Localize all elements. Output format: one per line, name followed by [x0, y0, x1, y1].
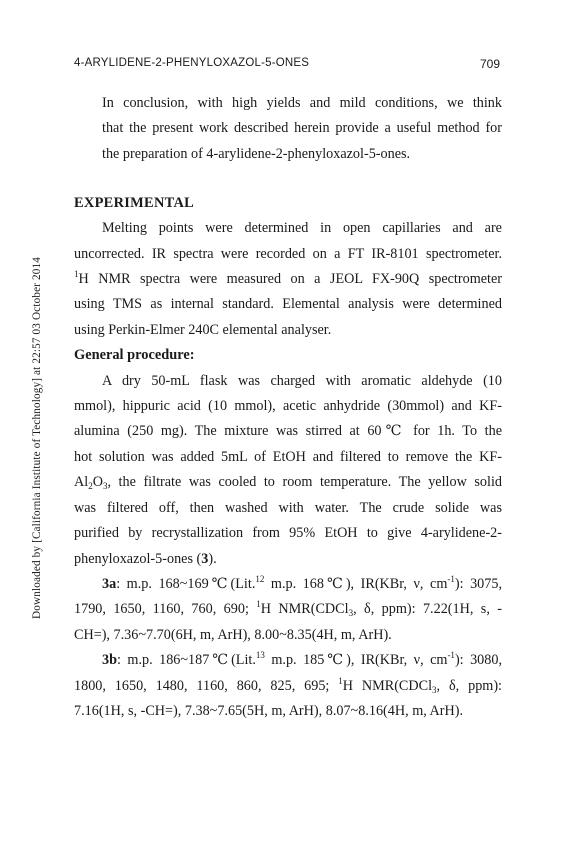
text-line: using TMS as internal standard. Elemental analysis were determined	[74, 296, 502, 313]
text-run: H NMR spectra were measured on a JEOL FX-90Q spectrometer	[78, 271, 502, 288]
text-run: : m.p. 186~187℃(Lit.	[116, 652, 256, 669]
text-run: H NMR(CDCl	[260, 601, 349, 618]
text-line	[74, 674, 502, 699]
text-line	[74, 547, 502, 572]
compound-3b-data	[74, 648, 502, 724]
text-run: H NMR(CDCl	[342, 677, 433, 694]
superscript: -1	[447, 573, 455, 584]
text-run: : m.p. 168~169℃(Lit.	[116, 575, 256, 592]
compound-label: 3	[201, 550, 209, 567]
text-run: , the filtrate was cooled to room temperature. The yellow solid	[107, 474, 502, 491]
page-number: 709	[479, 57, 500, 71]
conclusion-paragraph	[74, 91, 502, 167]
text-run: ): 3075,	[454, 575, 502, 592]
superscript: -1	[447, 650, 455, 661]
experimental-paragraph	[74, 216, 502, 343]
superscript: 13	[255, 650, 265, 661]
superscript: 12	[255, 573, 265, 584]
text-line: 7.16(1H, s, -CH=), 7.38~7.65(5H, m, ArH), 8.07~8.16(4H, m, ArH).	[74, 702, 464, 719]
text-run: m.p. 168℃), IR(KBr, ν, cm	[264, 575, 448, 592]
superscript: 1	[338, 675, 343, 686]
text-line: that the present work described herein provide a useful method for	[102, 120, 502, 137]
text-line: alumina (250 mg). The mixture was stirred at 60℃ for 1h. To the	[74, 423, 502, 440]
section-gap	[74, 167, 502, 191]
compound-label: 3a	[102, 575, 117, 592]
text-line	[74, 648, 502, 673]
text-line: In conclusion, with high yields and mild conditions, we think	[102, 95, 502, 111]
section-heading-experimental: EXPERIMENTAL	[74, 195, 195, 212]
subscript: 3	[102, 481, 108, 492]
text-run: m.p. 185℃), IR(KBr, ν, cm	[264, 652, 448, 669]
text-line: using Perkin-Elmer 240C elemental analyser.	[74, 321, 332, 338]
text-run: , δ, ppm):	[436, 677, 502, 694]
text-line: was filtered off, then washed with water. The crude solide was	[74, 499, 502, 516]
superscript: 1	[74, 269, 79, 280]
text-line: CH=), 7.36~7.70(6H, m, ArH), 8.00~8.35(4H, m, ArH).	[74, 626, 392, 643]
text-run: ): 3080,	[454, 652, 503, 669]
text-run: 1800, 1650, 1480, 1160, 860, 825, 695;	[74, 677, 339, 694]
body-text	[74, 91, 502, 724]
text-line	[74, 267, 502, 292]
download-watermark-text: Downloaded by [California Institute of Technology] at 22:57 03 October 2014	[31, 257, 43, 619]
text-line: A dry 50-mL flask was charged with aromatic aldehyde (10	[102, 372, 502, 389]
text-run: O	[92, 474, 103, 491]
text-line: uncorrected. IR spectra were recorded on a FT IR-8101 spectrometer.	[74, 245, 502, 262]
text-line	[74, 597, 502, 622]
compound-label: 3b	[102, 652, 117, 669]
text-line: Melting points were determined in open capillaries and are	[102, 220, 502, 237]
general-procedure-paragraph	[74, 369, 502, 572]
subscript: 3	[432, 684, 437, 695]
text-line: hot solution was added 5mL of EtOH and filtered to remove the KF-	[74, 448, 502, 465]
subheading-general-procedure: General procedure:	[74, 347, 195, 364]
text-line	[74, 572, 502, 597]
text-line: the preparation of 4-arylidene-2-phenyloxazol-5-ones.	[102, 145, 411, 162]
text-run: phenyloxazol-5-ones (	[74, 550, 202, 567]
text-run: 1790, 1650, 1160, 760, 690;	[74, 601, 257, 618]
download-watermark	[30, 228, 44, 648]
superscript: 1	[256, 599, 261, 610]
text-run: ).	[208, 550, 217, 567]
subscript: 3	[348, 608, 354, 619]
text-run: Al	[74, 474, 89, 491]
text-line: purified by recrystallization from 95% EtOH to give 4-arylidene-2-	[74, 525, 502, 542]
text-line	[74, 470, 502, 495]
subscript: 2	[88, 481, 93, 492]
text-line: mmol), hippuric acid (10 mmol), acetic anhydride (30mmol) and KF-	[74, 398, 502, 415]
text-run: , δ, ppm): 7.22(1H, s, -	[353, 601, 502, 618]
running-header	[74, 57, 500, 73]
running-title: 4-ARYLIDENE-2-PHENYLOXAZOL-5-ONES	[74, 57, 310, 69]
compound-3a-data	[74, 572, 502, 648]
